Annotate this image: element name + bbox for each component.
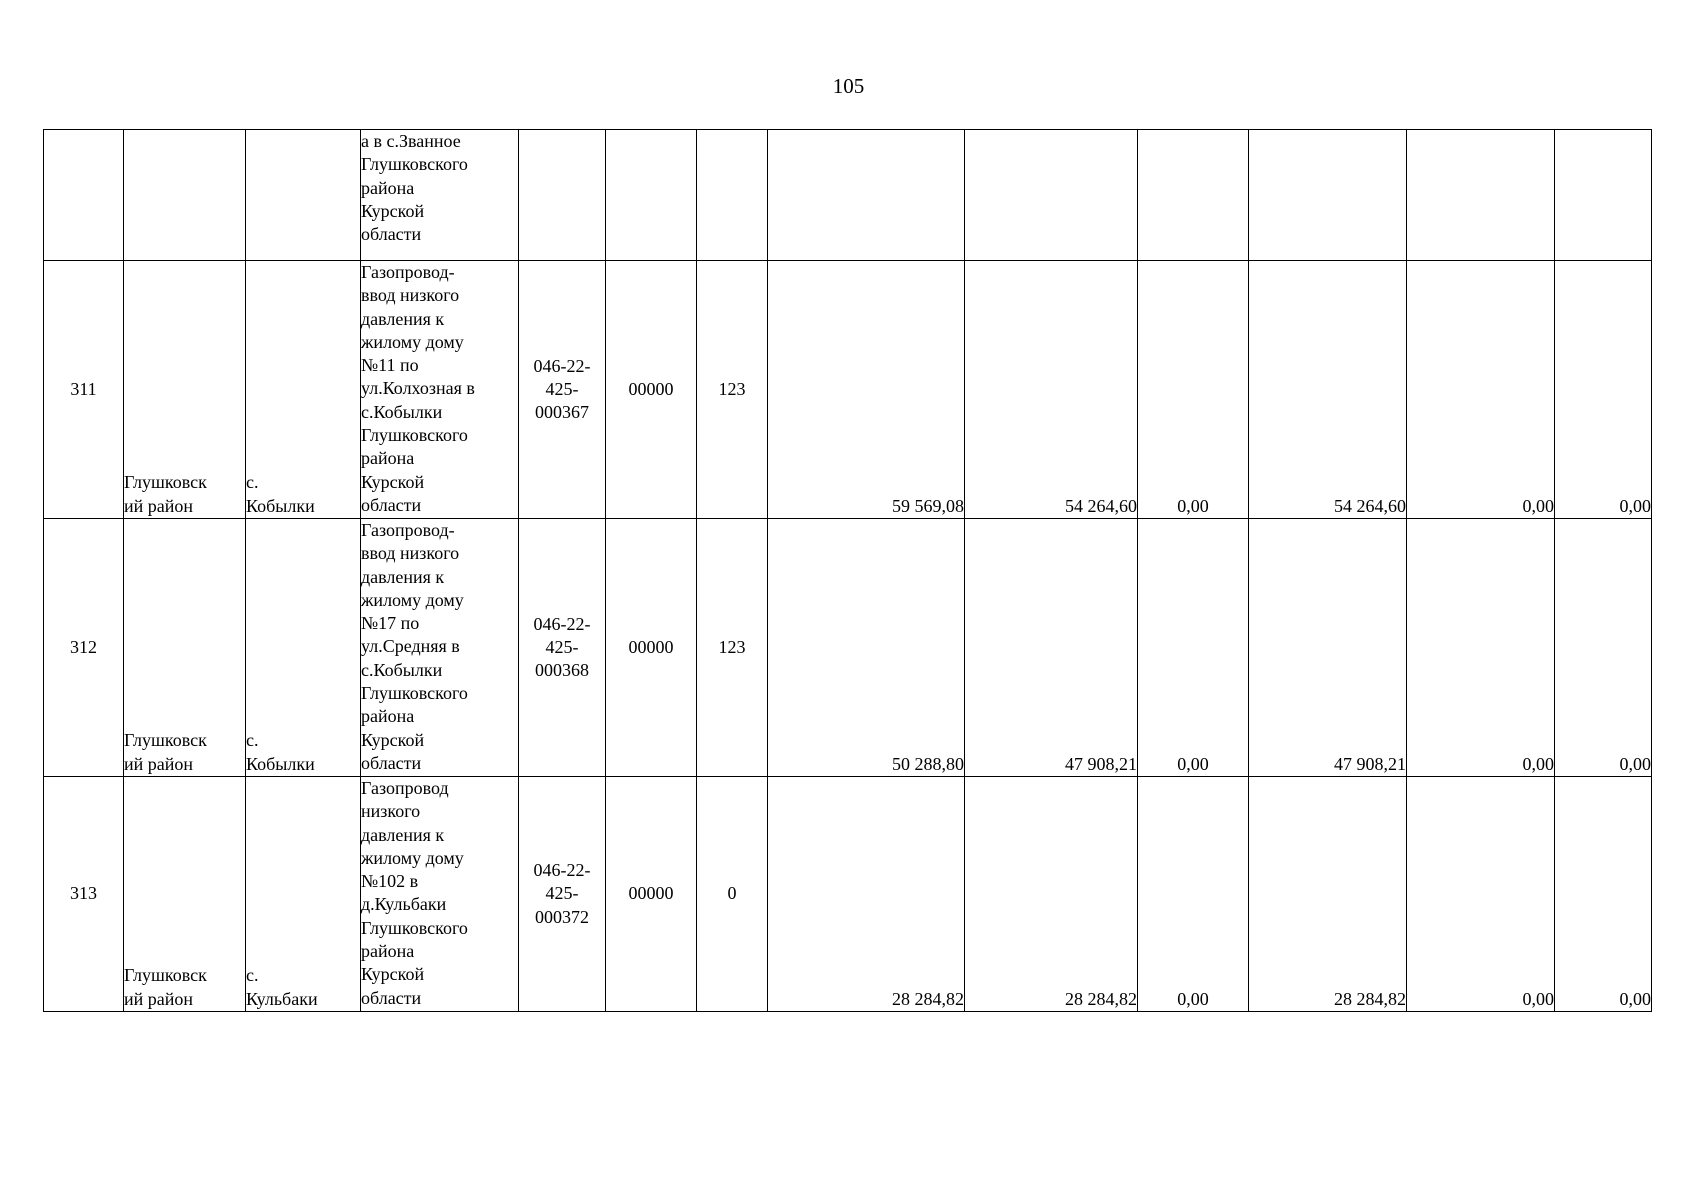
cell-code1: 00000: [606, 261, 697, 519]
cell-district: [124, 130, 246, 261]
cell-v1: [768, 130, 965, 261]
cell-code2: [697, 130, 768, 261]
cell-v4: 28 284,82: [1249, 777, 1407, 1012]
cell-description: Газопровод низкого давления к жилому дому №102 в д.Кульбаки Глушковского района Курской области: [361, 777, 519, 1012]
cell-code2: 123: [697, 261, 768, 519]
cell-v2: 28 284,82: [965, 777, 1138, 1012]
cell-code2: 123: [697, 519, 768, 777]
cell-v1: 28 284,82: [768, 777, 965, 1012]
cell-locality: с. Кобылки: [246, 261, 361, 519]
cell-v1: 50 288,80: [768, 519, 965, 777]
table-row: [44, 777, 1652, 1012]
cell-description: а в с.Званное Глушковского района Курской области: [361, 130, 519, 261]
cell-district: Глушковск ий район: [124, 777, 246, 1012]
cell-v2: [965, 130, 1138, 261]
cell-code1: 00000: [606, 777, 697, 1012]
cell-v5: [1407, 130, 1555, 261]
cell-v3: 0,00: [1138, 777, 1249, 1012]
cell-num: [44, 130, 124, 261]
cell-num: 311: [44, 261, 124, 519]
cell-locality: [246, 130, 361, 261]
cell-v4: 54 264,60: [1249, 261, 1407, 519]
cell-v2: 47 908,21: [965, 519, 1138, 777]
cell-v2: 54 264,60: [965, 261, 1138, 519]
cell-v5: 0,00: [1407, 777, 1555, 1012]
page-number: 105: [832, 74, 865, 98]
cell-num: 312: [44, 519, 124, 777]
cell-v1: 59 569,08: [768, 261, 965, 519]
cell-v5: 0,00: [1407, 519, 1555, 777]
cell-v6: [1555, 130, 1652, 261]
cell-v3: 0,00: [1138, 261, 1249, 519]
cell-cadastral: 046-22- 425- 000368: [519, 519, 606, 777]
cell-cadastral: [519, 130, 606, 261]
cell-v4: 47 908,21: [1249, 519, 1407, 777]
cell-code1: 00000: [606, 519, 697, 777]
cell-v4: [1249, 130, 1407, 261]
cell-v5: 0,00: [1407, 261, 1555, 519]
cell-v6: 0,00: [1555, 261, 1652, 519]
table-row: [44, 261, 1652, 519]
cell-district: Глушковск ий район: [124, 519, 246, 777]
cell-locality: с. Кульбаки: [246, 777, 361, 1012]
cell-v3: 0,00: [1138, 519, 1249, 777]
cell-num: 313: [44, 777, 124, 1012]
cell-cadastral: 046-22- 425- 000372: [519, 777, 606, 1012]
cell-v3: [1138, 130, 1249, 261]
register-table: [43, 129, 1652, 1012]
cell-code1: [606, 130, 697, 261]
table-row: [44, 519, 1652, 777]
table-row-continuation: [44, 130, 1652, 261]
cell-code2: 0: [697, 777, 768, 1012]
cell-district: Глушковск ий район: [124, 261, 246, 519]
cell-v6: 0,00: [1555, 777, 1652, 1012]
cell-cadastral: 046-22- 425- 000367: [519, 261, 606, 519]
cell-description: Газопровод- ввод низкого давления к жилому дому №17 по ул.Средняя в с.Кобылки Глушковского района Курской области: [361, 519, 519, 777]
cell-description: Газопровод- ввод низкого давления к жилому дому №11 по ул.Колхозная в с.Кобылки Глушковского района Курской области: [361, 261, 519, 519]
cell-v6: 0,00: [1555, 519, 1652, 777]
cell-locality: с. Кобылки: [246, 519, 361, 777]
